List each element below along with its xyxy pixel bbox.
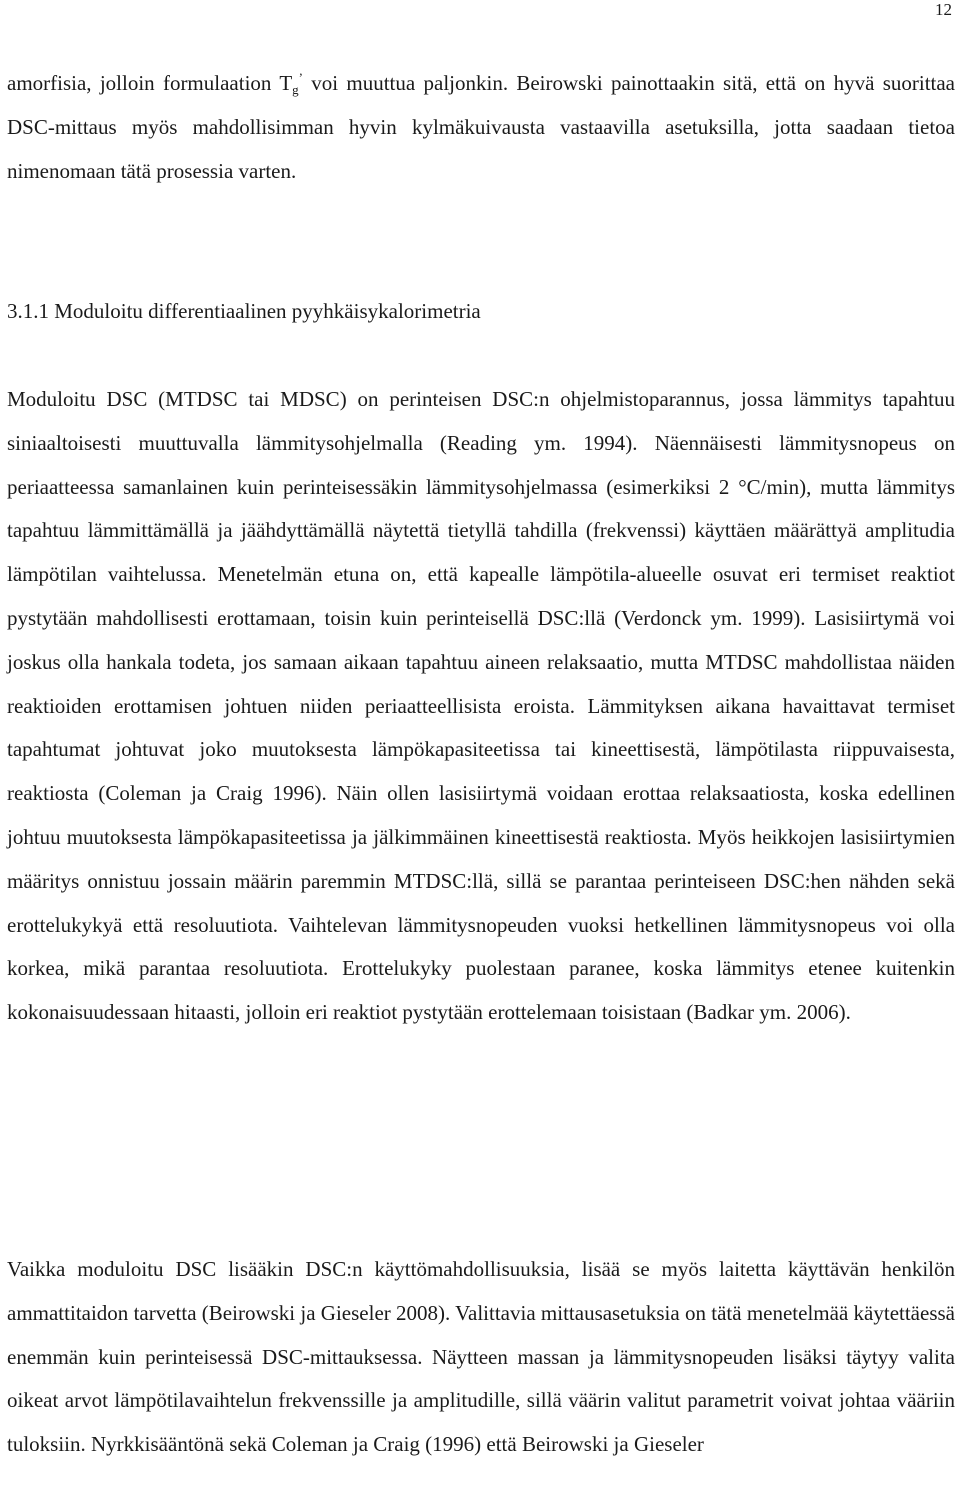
tg-subscript: g (292, 82, 299, 97)
tg-prime: ’ (298, 70, 303, 85)
body-paragraph-mtdsc: Moduloitu DSC (MTDSC tai MDSC) on perinteisen DSC:n ohjelmistoparannus, jossa lämmitys tapahtuu siniaaltoisesti muuttuvalla lämmitysohjelmalla (Reading ym. 1994). Näennäisesti lämmitysnopeus on periaatteessa samanlainen kuin perinteisessäkin lämmitysohjelmassa (esimerkiksi 2 °C/min), mutta lämmitys tapahtuu lämmittämällä ja jäähdyttämällä näytettä tietyllä tahdilla (frekvenssi) käyttäen määrättyä amplitudia lämpötilan vaihtelussa. Menetelmän etuna on, että kapealle lämpötila-alueelle osuvat eri termiset reaktiot pystytään mahdollisesti erottamaan, toisin kuin perinteisellä DSC:llä (Verdonck ym. 1999). Lasisiirtymä voi joskus olla hankala todeta, jos samaan aikaan tapahtuu aineen relaksaatio, mutta MTDSC mahdollistaa näiden reaktioiden erottamisen johtuen niiden periaatteellisista eroista. Lämmityksen aikana havaittavat termiset tapahtumat johtuvat joko muutoksesta lämpökapasiteetissa tai kineettisestä, lämpötilasta riippuvaisesta, reaktiosta (Coleman ja Craig 1996). Näin ollen lasisiirtymä voidaan erottaa relaksaatiosta, koska edellinen johtuu muutoksesta lämpökapasiteetissa ja jälkimmäinen kineettisestä reaktiosta. Myös heikkojen lasisiirtymien määritys onnistuu jossain määrin paremmin MTDSC:llä, sillä se parantaa perinteiseen DSC:hen nähden sekä erottelukykyä että resoluutiota. Vaihtelevan lämmitysnopeuden vuoksi hetkellinen lämmitysnopeus voi olla korkea, mikä parantaa resoluutiota. Erottelukyky puolestaan paranee, koska lämmitys etenee kuitenkin kokonaisuudessaan hitaasti, jolloin eri reaktiot pystytään erottelemaan toisistaan (Badkar ym. 2006). (7, 387, 955, 1025)
intro-paragraph (7, 62, 955, 193)
section-heading: 3.1.1 Moduloitu differentiaalinen pyyhkäisykalorimetria (7, 299, 481, 323)
body-paragraph-settings: Vaikka moduloitu DSC lisääkin DSC:n käyttömahdollisuuksia, lisää se myös laitetta käyttävän henkilön ammattitaidon tarvetta (Beirowski ja Gieseler 2008). Valittavia mittausasetuksia on tätä menetelmää käytettäessä enemmän kuin perinteisessä DSC-mittauksessa. Näytteen massan ja lämmitysnopeuden lisäksi täytyy valita oikeat arvot lämpötilavaihtelun frekvenssille ja amplitudille, sillä väärin valitut parametrit voivat johtaa vääriin tuloksiin. Nyrkkisääntönä sekä Coleman ja Craig (1996) että Beirowski ja Gieseler (7, 1257, 955, 1457)
page-number: 12 (935, 0, 952, 19)
intro-text-start: amorfisia, jolloin formulaation T (7, 71, 293, 95)
intro-text-end: voi muuttua paljonkin. Beirowski painottaakin sitä, että on hyvä suorittaa DSC-mittaus myös mahdollisimman hyvin kylmäkuivausta vastaavilla asetuksilla, jotta saadaan tietoa nimenomaan tätä prosessia varten. (7, 71, 956, 183)
